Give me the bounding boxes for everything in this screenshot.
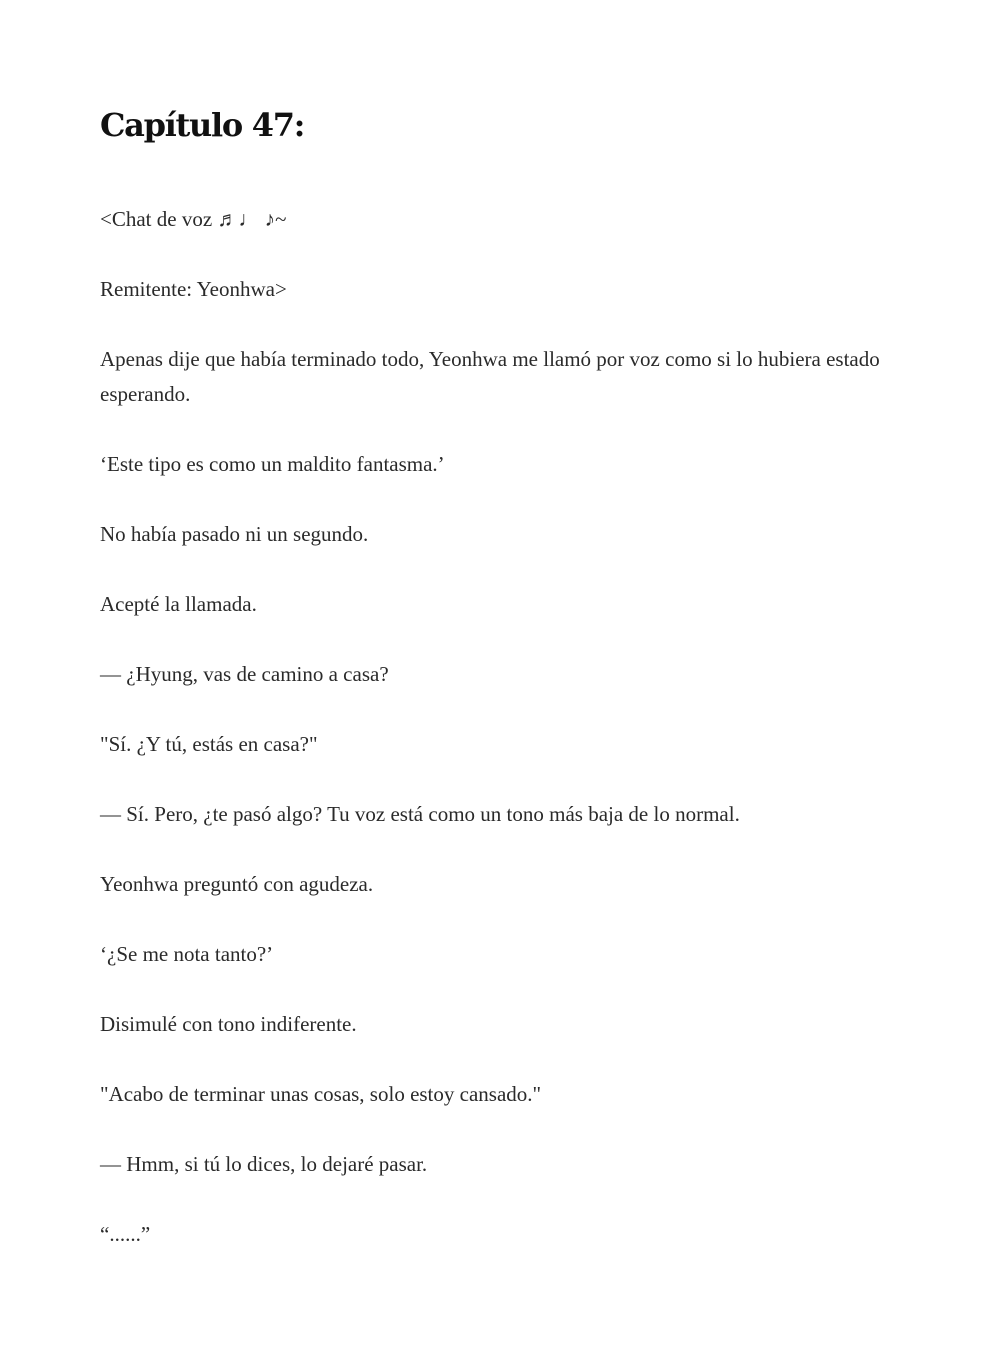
dialogue-line: “......” [100,1222,151,1246]
dialogue-line: — ¿Hyung, vas de camino a casa? [100,662,389,686]
narration-paragraph: Apenas dije que había terminado todo, Yeonhwa me llamó por voz como si lo hubiera estado esperando. [100,347,880,406]
chapter-title: Capítulo 47: [100,106,305,144]
inner-thought: ‘¿Se me nota tanto?’ [100,942,274,966]
narration-paragraph: Disimulé con tono indiferente. [100,1012,357,1036]
dialogue-line: "Acabo de terminar unas cosas, solo estoy cansado." [100,1082,542,1106]
narration-paragraph: Yeonhwa preguntó con agudeza. [100,872,374,896]
sender-line: Remitente: Yeonhwa> [100,277,287,301]
dialogue-line: "Sí. ¿Y tú, estás en casa?" [100,732,318,756]
inner-thought: ‘Este tipo es como un maldito fantasma.’ [100,452,445,476]
dialogue-line: — Hmm, si tú lo dices, lo dejaré pasar. [100,1152,428,1176]
narration-paragraph: Acepté la llamada. [100,592,257,616]
voice-chat-header: <Chat de voz ♬♩ ♪~ [100,207,287,231]
dialogue-line: — Sí. Pero, ¿te pasó algo? Tu voz está como un tono más baja de lo normal. [100,802,740,826]
narration-paragraph: No había pasado ni un segundo. [100,522,369,546]
